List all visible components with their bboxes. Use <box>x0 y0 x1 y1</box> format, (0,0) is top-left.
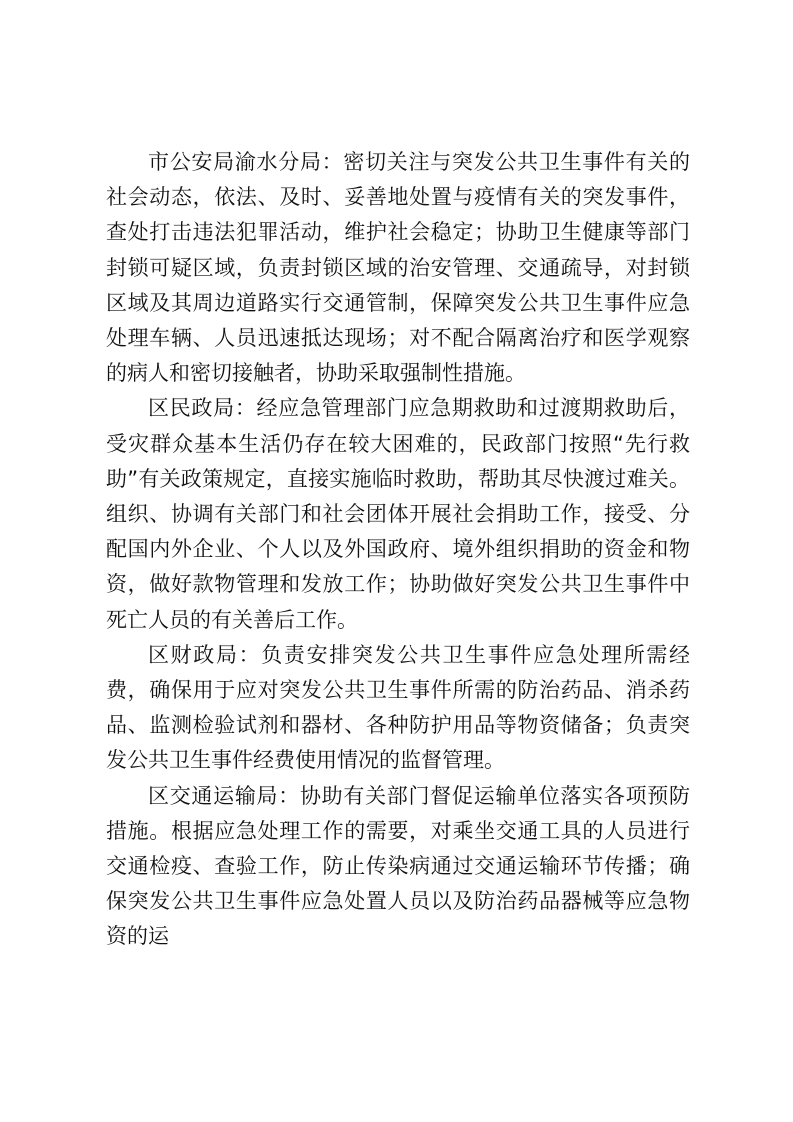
paragraph-public-security: 市公安局渝水分局：密切关注与突发公共卫生事件有关的社会动态，依法、及时、妥善地处置与疫情有关的突发事件，查处打击违法犯罪活动，维护社会稳定；协助卫生健康等部门封锁可疑区域，负责封锁区域的治安管理、交通疏导，对封锁区域及其周边道路实行交通管制，保障突发公共卫生事件应急处理车辆、人员迅速抵达现场；对不配合隔离治疗和医学观察的病人和密切接触者，协助采取强制性措施。 <box>106 150 690 386</box>
paragraph-finance: 区财政局：负责安排突发公共卫生事件应急处理所需经费，确保用于应对突发公共卫生事件所需的防治药品、消杀药品、监测检验试剂和器材、各种防护用品等物资储备；负责突发公共卫生事件经费使用情况的监督管理。 <box>106 642 690 773</box>
paragraph-civil-affairs: 区民政局：经应急管理部门应急期救助和过渡期救助后，受灾群众基本生活仍存在较大困难的，民政部门按照“先行救助”有关政策规定，直接实施临时救助，帮助其尽快渡过难关。组织、协调有关部门和社会团体开展社会捐助工作，接受、分配国内外企业、个人以及外国政府、境外组织捐助的资金和物资，做好款物管理和发放工作；协助做好突发公共卫生事件中死亡人员的有关善后工作。 <box>106 396 690 632</box>
document-body <box>106 145 690 955</box>
paragraph-transport: 区交通运输局：协助有关部门督促运输单位落实各项预防措施。根据应急处理工作的需要，对乘坐交通工具的人员进行交通检疫、查验工作，防止传染病通过交通运输环节传播；确保突发公共卫生事件应急处置人员以及防治药品器械等应急物资的运 <box>106 783 690 949</box>
